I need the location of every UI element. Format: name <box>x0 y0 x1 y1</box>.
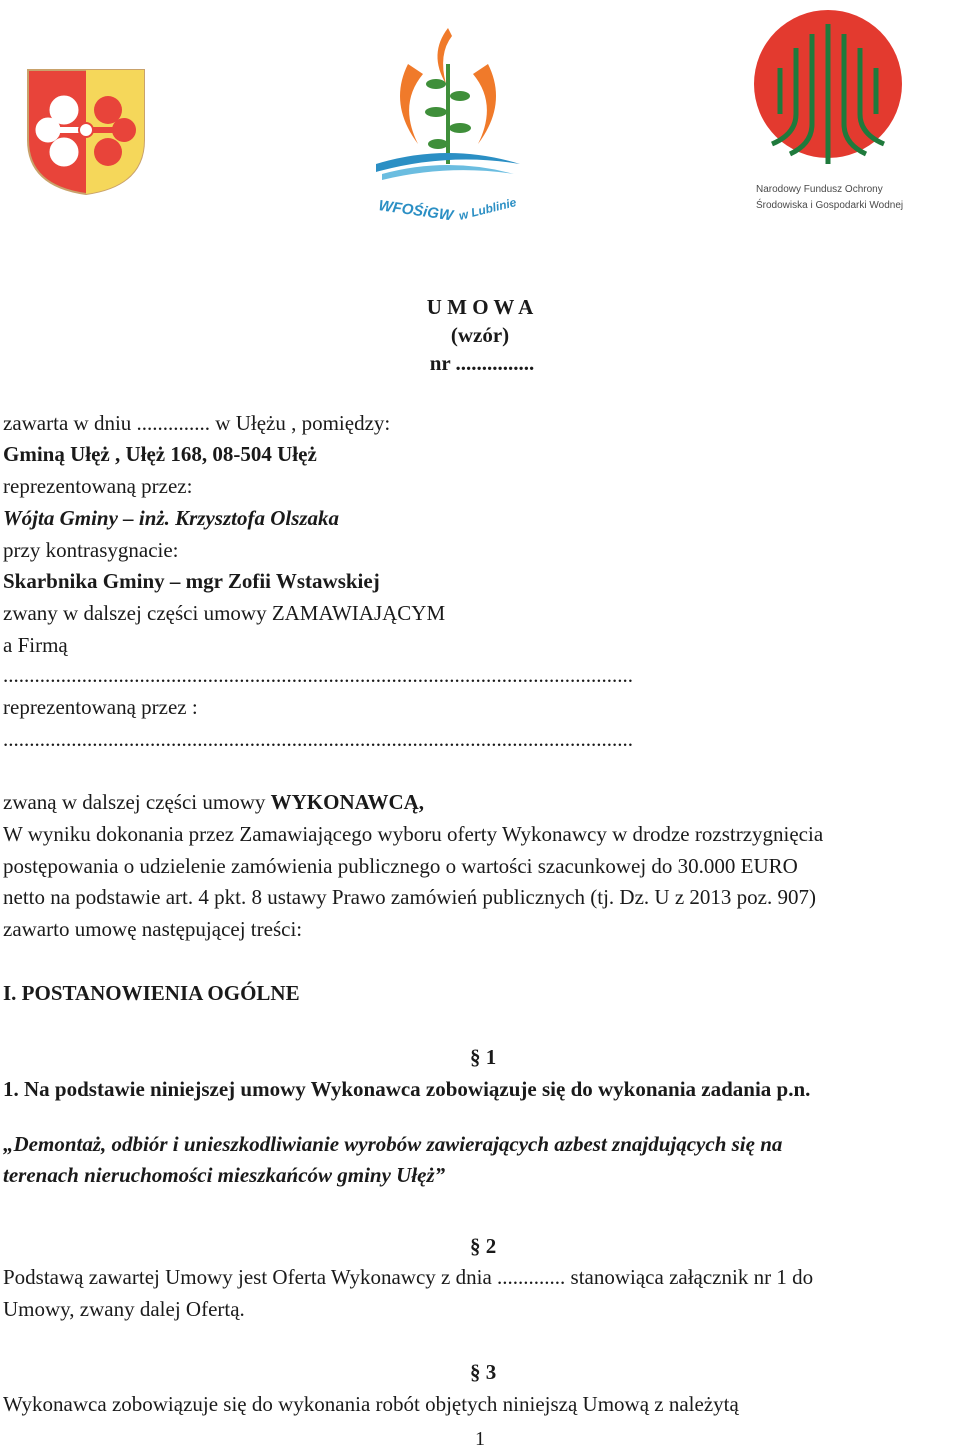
intro-paragraph-line1: W wyniku dokonania przez Zamawiającego wyboru oferty Wykonawcy w drodze rozstrzygnięcia <box>3 822 824 846</box>
contractor-designation: zwaną w dalszej części umowy WYKONAWCĄ, <box>3 790 425 814</box>
task-name-line2: terenach nieruchomości mieszkańców gminy Ułęż” <box>3 1163 446 1187</box>
paragraph-1-sign: § 1 <box>470 1045 497 1069</box>
paragraph-3-line1: Wykonawca zobowiązuje się do wykonania robót objętych niniejszą Umową z należytą <box>3 1392 739 1416</box>
paragraph-2-sign: § 2 <box>470 1234 497 1258</box>
section-heading: I. POSTANOWIENIA OGÓLNE <box>3 981 300 1005</box>
document-number: nr ............... <box>429 351 535 375</box>
document-title: U M O W A <box>426 295 534 319</box>
contractor-firm-label: a Firmą <box>3 633 68 657</box>
contract-date-line: zawarta w dniu .............. w Ułężu , pomiędzy: <box>3 411 391 435</box>
intro-paragraph-line3: netto na podstawie art. 4 pkt. 8 ustawy Prawo zamówień publicznych (tj. Dz. U z 2013 poz. 907) <box>3 885 816 909</box>
intro-paragraph-line4: zawarto umowę następującej treści: <box>3 917 303 941</box>
paragraph-2-line1: Podstawą zawartej Umowy jest Oferta Wykonawcy z dnia ............. stanowiąca załącznik nr 1 do <box>3 1265 814 1289</box>
paragraph-2-line2: Umowy, zwany dalej Ofertą. <box>3 1297 245 1321</box>
treasurer-name: Skarbnika Gminy – mgr Zofii Wstawskiej <box>3 569 380 593</box>
svg-text:Środowiska i Gospodarki Wodnej: Środowiska i Gospodarki Wodnej <box>756 200 904 211</box>
svg-text:w Lublinie: w Lublinie <box>457 195 518 223</box>
countersignature-label: przy kontrasygnacie: <box>3 538 179 562</box>
mayor-name: Wójta Gminy – inż. Krzysztofa Olszaka <box>3 506 340 530</box>
nfosigw-logo <box>750 4 910 214</box>
paragraph-3-sign: § 3 <box>470 1360 497 1384</box>
svg-text:WFOŚiGW: WFOŚiGW <box>377 197 455 224</box>
page-number: 1 <box>475 1428 485 1450</box>
svg-text:Narodowy Fundusz Ochrony: Narodowy Fundusz Ochrony <box>756 184 883 195</box>
coat-of-arms-icon <box>24 66 148 198</box>
paragraph-1-text: 1. Na podstawie niniejszej umowy Wykonawca zobowiązuje się do wykonania zadania p.n. <box>3 1077 811 1101</box>
contractor-represented-label: reprezentowaną przez : <box>3 695 198 719</box>
contractor-firm-blank: ........................................................................................................................ <box>3 663 633 687</box>
ordering-party: Gminą Ułęż , Ułęż 168, 08-504 Ułęż <box>3 442 317 466</box>
represented-by-label: reprezentowaną przez: <box>3 474 193 498</box>
document-subtitle: (wzór) <box>450 323 510 347</box>
contractor-representative-blank: ........................................................................................................................ <box>3 727 633 751</box>
wfosigw-logo <box>368 24 528 224</box>
intro-paragraph-line2: postępowania o udzielenie zamówienia publicznego o wartości szacunkowej do 30.000 EURO <box>3 854 798 878</box>
ordering-party-designation: zwany w dalszej części umowy ZAMAWIAJĄCYM <box>3 601 446 625</box>
task-name-line1: „Demontaż, odbiór i unieszkodliwianie wyrobów zawierających azbest znajdujących się na <box>3 1132 783 1156</box>
